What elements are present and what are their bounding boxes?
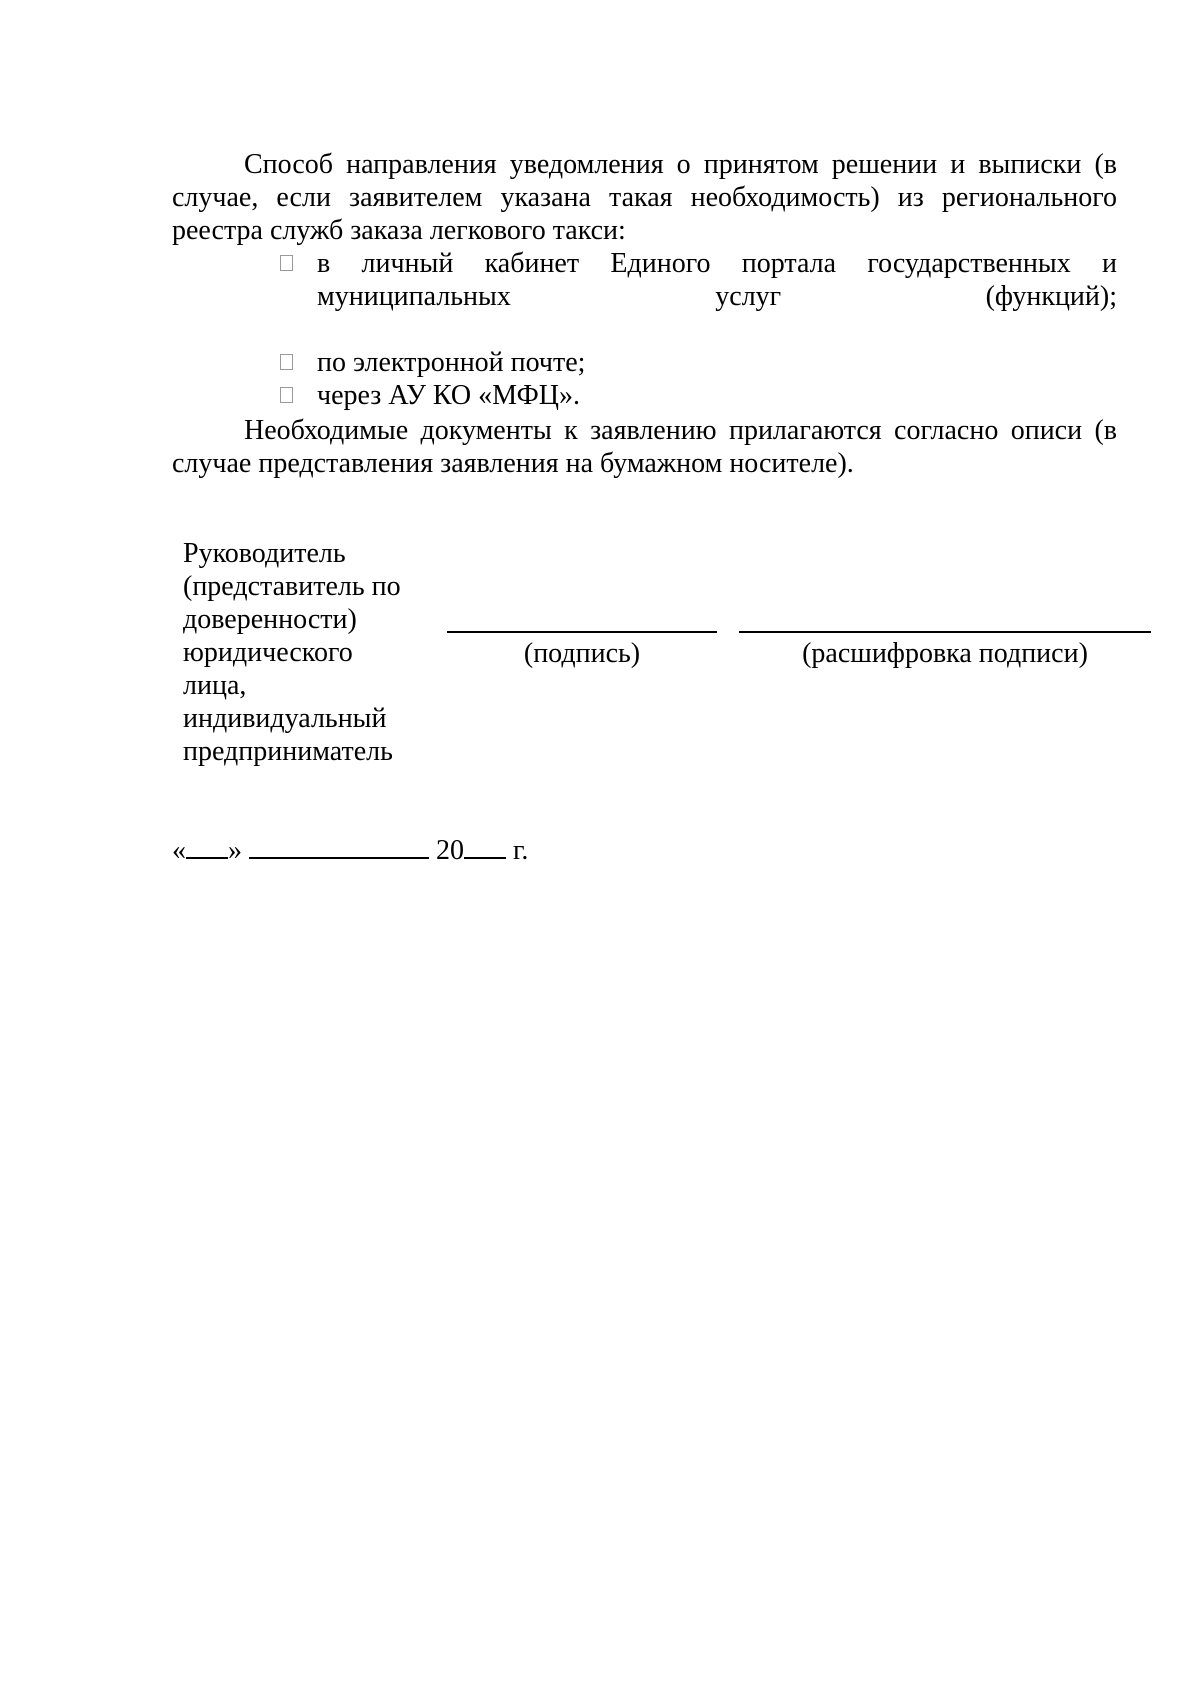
signature-decode-caption: (расшифровка подписи) bbox=[802, 638, 1088, 669]
date-close-quote: » bbox=[228, 835, 242, 866]
option-email-label: по электронной почте; bbox=[317, 347, 586, 378]
signature-caption: (подпись) bbox=[523, 638, 641, 669]
option-mfc-label: через АУ КО «МФЦ». bbox=[317, 380, 580, 411]
date-month-blank[interactable] bbox=[249, 833, 429, 859]
option-email bbox=[280, 346, 1117, 379]
signature-decode-line[interactable] bbox=[739, 631, 1151, 633]
checkbox-personal-account[interactable] bbox=[280, 255, 293, 271]
date-line bbox=[172, 833, 528, 867]
attached-documents-paragraph: Необходимые документы к заявлению прилагаются согласно описи (в случае представления заявления на бумажном носителе). bbox=[172, 415, 1117, 479]
option-personal-account-label: в личный кабинет Единого портала государственных и муниципальных услуг (функций); bbox=[317, 248, 1117, 312]
signatory-label: Руководитель (представитель по доверенности) юридического лица, индивидуальный предприниматель bbox=[183, 538, 401, 767]
signature-line[interactable] bbox=[447, 631, 717, 633]
date-year-prefix: 20 bbox=[436, 835, 464, 866]
option-personal-account bbox=[280, 247, 1117, 346]
date-year-suffix: г. bbox=[513, 835, 529, 866]
date-day-blank[interactable] bbox=[186, 833, 228, 859]
date-year-blank[interactable] bbox=[464, 833, 506, 859]
checkbox-email[interactable] bbox=[280, 354, 293, 370]
delivery-options-list bbox=[280, 247, 1117, 412]
checkbox-mfc[interactable] bbox=[280, 387, 293, 403]
date-open-quote: « bbox=[172, 835, 186, 866]
option-mfc bbox=[280, 379, 1117, 412]
delivery-method-paragraph: Способ направления уведомления о принятом решении и выписки (в случае, если заявителем указана такая необходимость) из регионального реестра служб заказа легкового такси: bbox=[172, 149, 1117, 246]
